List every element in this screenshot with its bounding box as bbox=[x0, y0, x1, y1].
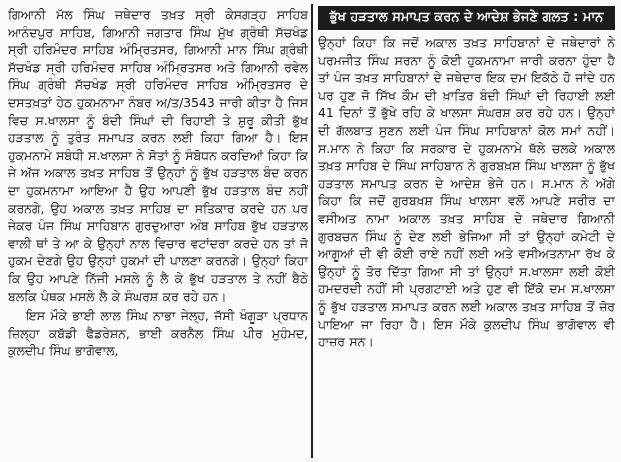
article-headline: ਭੁੱਖ ਹੜਤਾਲ ਸਮਾਪਤ ਕਰਨ ਦੇ ਆਦੇਸ਼ ਭੇਜਣੇ ਗਲਤ : ਮਾਨ bbox=[318, 6, 615, 30]
left-column bbox=[8, 6, 308, 456]
column-divider bbox=[311, 4, 313, 458]
left-paragraph-1: ਗਿਆਨੀ ਮੱਲ ਸਿੰਘ ਜਥੇਦਾਰ ਤਖ਼ਤ ਸ੍ਰੀ ਕੇਸਗੜ੍ਹ ਸਾਹਿਬ ਆਨੰਦਪੁਰ ਸਾਹਿਬ, ਗਿਆਨੀ ਜਗਤਾਰ ਸਿੰਘ ਮੁੱਖ ਗ੍ਰੰਥੀ ਸੱਚਖੰਡ ਸ੍ਰੀ ਹਰਿਮੰਦਰ ਸਾਹਿਬ ਅੰਮ੍ਰਿਤਸਰ, ਗਿਆਨੀ ਮਾਨ ਸਿੰਘ ਗ੍ਰੰਥੀ ਸੱਚਖੰਡ ਸ੍ਰੀ ਹਰਿਮੰਦਰ ਸਾਹਿਬ ਅੰਮ੍ਰਿਤਸਰ ਅਤੇ ਗਿਆਨੀ ਰਵੇਲ ਸਿੰਘ ਗ੍ਰੰਥੀ ਸੱਚਖੰਡ ਸ੍ਰੀ ਹਰਿਮੰਦਰ ਸਾਹਿਬ ਅੰਮ੍ਰਿਤਸਰ ਦੇ ਦਸਤਖ਼ਤਾਂ ਹੇਠ ਹੁਕਮਨਾਮਾ ਨੰਬਰ ਅ/ਤ/3543 ਜਾਰੀ ਕੀਤਾ ਹੈ ਜਿਸ ਵਿਚ ਸ.ਖਾਲਸਾ ਨੂੰ ਬੰਦੀ ਸਿੰਘਾਂ ਦੀ ਰਿਹਾਈ ਤੇ ਸ਼ੁਰੂ ਕੀਤੀ ਭੁੱਖ ਹੜਤਾਲ ਨੂੰ ਤੁਰੰਤ ਸਮਾਪਤ ਕਰਨ ਲਈ ਕਿਹਾ ਗਿਆ ਹੈ। ਇਸ ਹੁਕਮਨਾਮੇ ਸਬੰਧੀ ਸ.ਖਾਲਸਾ ਨੇ ਸੋਤਾਂ ਨੂੰ ਸੰਬੋਧਨ ਕਰਦਿਆਂ ਕਿਹਾ ਕਿ ਜੇ ਅੱਜ ਅਕਾਲ ਤਖ਼ਤ ਸਾਹਿਬ ਤੋਂ ਉਨ੍ਹਾਂ ਨੂੰ ਭੁੱਖ ਹੜਤਾਲ ਬੰਦ ਕਰਨ ਦਾ ਹੁਕਮਨਾਮਾ ਆਇਆ ਹੈ ਉਹ ਆਪਣੀ ਭੁੱਖ ਹੜਤਾਲ ਬੰਦ ਨਹੀਂ ਕਰਨਗੇ, ਉਹ ਅਕਾਲ ਤਖ਼ਤ ਸਾਹਿਬ ਦਾ ਸਤਿਕਾਰ ਕਰਦੇ ਹਨ ਪਰ ਜੇਕਰ ਪੰਜ ਸਿੰਘ ਸਾਹਿਬਾਨ ਗੁਰਦੁਆਰਾ ਅੰਬ ਸਾਹਿਬ ਭੁੱਖ ਹੜਤਾਲ ਵਾਲੀ ਥਾਂ ਤੇ ਆ ਕੇ ਉਨ੍ਹਾਂ ਨਾਲ ਵਿਚਾਰ ਵਟਾਂਦਰਾ ਕਰਦੇ ਹਨ ਤਾਂ ਜੋ ਹੁਕਮ ਦੇਣਗੇ ਉਹ ਉਨ੍ਹਾਂ ਹੁਕਮਾਂ ਦੀ ਪਾਲਣਾ ਕਰਨਗੇ। ਉਨ੍ਹਾਂ ਕਿਹਾ ਕਿ ਉਹ ਆਪਣੇ ਨਿੱਜੀ ਮਸਲੇ ਨੂੰ ਲੈ ਕੇ ਭੁੱਖ ਹੜਤਾਲ ਤੇ ਨਹੀਂ ਬੈਠੇ ਬਲਕਿ ਪੰਥਕ ਮਸਲੇ ਲੈ ਕੇ ਸੰਘਰਸ਼ ਕਰ ਰਹੇ ਹਨ। bbox=[8, 7, 308, 304]
right-paragraph-1: ਉਨ੍ਹਾਂ ਕਿਹਾ ਕਿ ਜਦੋਂ ਅਕਾਲ ਤਖ਼ਤ ਸਾਹਿਬਾਨਾਂ ਦੇ ਜਥੇਦਾਰਾਂ ਨੇ ਪਰਮਜੀਤ ਸਿੰਘ ਸਰਨਾ ਨੂੰ ਕੋਈ ਹੁਕਮਨਾਮਾ ਜਾਰੀ ਕਰਨਾ ਹੁੰਦਾ ਹੈ ਤਾਂ ਪੰਜ ਤਖ਼ਤ ਸਾਹਿਬਾਨਾਂ ਦੇ ਜਥੇਦਾਰ ਇਕ ਦਮ ਇਕੱਠੇ ਹੋ ਜਾਂਦੇ ਹਨ ਪਰ ਹੁਣ ਜੋ ਸਿੱਖ ਕੌਮ ਦੀ ਖ਼ਾਤਿਰ ਬੰਦੀ ਸਿੰਘਾਂ ਦੀ ਰਿਹਾਈ ਲਈ 41 ਦਿਨਾਂ ਤੋਂ ਭੁੱਖੇ ਰਹਿ ਕੇ ਖਾਲਸਾ ਸੰਘਰਸ਼ ਕਰ ਰਹੇ ਹਨ। ਉਨ੍ਹਾਂ ਦੀ ਗੱਲਬਾਤ ਸੁਣਨ ਲਈ ਪੰਜ ਸਿੰਘ ਸਾਹਿਬਾਨਾਂ ਕੋਲ ਸਮਾਂ ਨਹੀਂ। ਸ.ਮਾਨ ਨੇ ਕਿਹਾ ਕਿ ਸਰਕਾਰ ਦੇ ਹੁਕਮਨਾਮੇ ਥੱਲੇ ਚਲਕੇ ਅਕਾਲ ਤਖ਼ਤ ਸਾਹਿਬ ਦੇ ਸਿੰਘ ਸਾਹਿਬਾਨ ਨੇ ਗੁਰਬਖ਼ਸ਼ ਸਿੰਘ ਖਾਲਸਾ ਨੂੰ ਭੁੱਖ ਹੜਤਾਲ ਸਮਾਪਤ ਕਰਨ ਦੇ ਆਦੇਸ਼ ਭੇਜੇ ਹਨ। ਸ.ਮਾਨ ਨੇ ਅੱਗੇ ਕਿਹਾ ਕਿ ਜਦੋਂ ਗੁਰਬਖ਼ਸ਼ ਸਿੰਘ ਖਾਲਸਾ ਵਲੋਂ ਆਪਣੇ ਸਰੀਰ ਦਾ ਵਸੀਅਤ ਨਾਮਾ ਅਕਾਲ ਤਖ਼ਤ ਸਾਹਿਬ ਦੇ ਜਥੇਦਾਰ ਗਿਆਨੀ ਗੁਰਬਚਨ ਸਿੰਘ ਨੂੰ ਦੇਣ ਲਈ ਭੇਜਿਆ ਸੀ ਤਾਂ ਉਨ੍ਹਾਂ ਕਮੇਟੀ ਦੇ ਆਗੂਆਂ ਦੀ ਵੀ ਕੋਈ ਰਾਏ ਨਹੀਂ ਲਈ ਅਤੇ ਵਸੀਅਤਨਾਮਾ ਰੱਖ ਕੇ ਉਨ੍ਹਾਂ ਨੂੰ ਤੋਰ ਦਿੱਤਾ ਗਿਆ ਸੀ ਤਾਂ ਉਨ੍ਹਾਂ ਸ.ਖਾਲਸਾ ਲਈ ਕੋਈ ਹਮਦਰਦੀ ਨਹੀਂ ਸੀ ਪ੍ਰਗਟਾਈ ਅਤੇ ਹੁਣ ਵੀ ਇੱਕੋ ਦਮ ਸ.ਖਾਲਸਾ ਨੂੰ ਭੁੱਖ ਹੜਤਾਲ ਸਮਾਪਤ ਕਰਨ ਲਈ ਅਕਾਲ ਤਖ਼ਤ ਸਾਹਿਬ ਤੋਂ ਜ਼ੋਰ ਪਾਇਆ ਜਾ ਰਿਹਾ ਹੈ। ਇਸ ਮੌਕੇ ਕੁਲਦੀਪ ਸਿੰਘ ਭਾਗੋਵਾਲ ਵੀ ਹਾਜ਼ਰ ਸਨ। bbox=[318, 35, 615, 350]
right-column bbox=[318, 6, 615, 456]
left-paragraph-2: ਇਸ ਮੌਕੇ ਭਾਈ ਲਾਲ ਸਿੰਘ ਨਾਭਾ ਜੇਲ੍ਹ, ਜੱਸੀ ਖੰਗੂੜਾ ਪ੍ਰਧਾਨ ਜ਼ਿਲ੍ਹਾ ਕਬੱਡੀ ਫੈਡਰੇਸ਼ਨ, ਭਾਈ ਕਰਨੈਲ ਸਿੰਘ ਪੀਰ ਮੁਹੰਮਦ, ਕੁਲਦੀਪ ਸਿੰਘ ਭਾਗੋਵਾਲ, bbox=[8, 308, 308, 359]
